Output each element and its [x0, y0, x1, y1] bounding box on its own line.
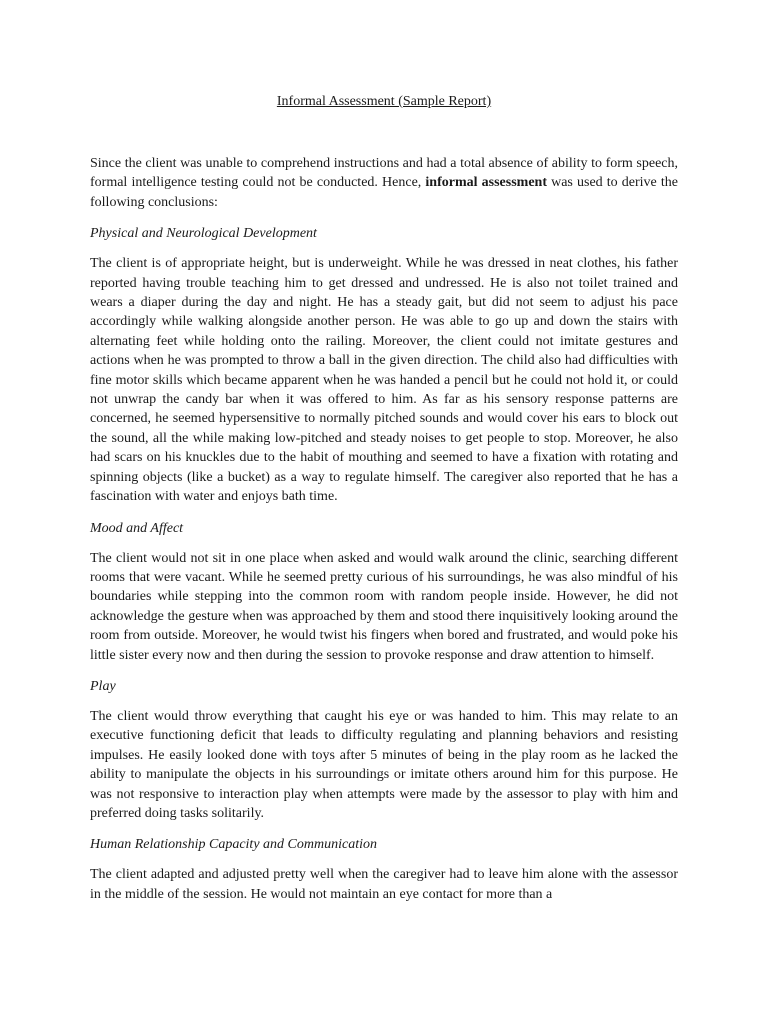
intro-text-after: was used to derive the following conclusions:	[90, 175, 678, 210]
section-body-play: The client would throw everything that caught his eye or was handed to him. This may relate to an executive functioning deficit that leads to difficulty regulating and planning behaviors and resisting impulses. He easily looked done with toys after 5 minutes of being in the play room as he lacked the ability to manipulate the objects in his surroundings or imitate others around him for this purpose. He was not responsive to interaction play when attempts were made by the assessor to play with him and preferred doing tasks solitarily.	[90, 708, 678, 821]
section-body-physical: The client is of appropriate height, but is underweight. While he was dressed in neat clothes, his father reported having trouble teaching him to get dressed and undressed. He is also not toilet trained and wears a diaper during the day and night. He has a steady gait, but did not seem to adjust his pace accordingly while walking alongside another person. He was able to go up and down the stairs with alternating feet while holding onto the railing. Moreover, the client could not imitate gestures and actions when he was prompted to throw a ball in the given direction. The child also had difficulties with fine motor skills which became apparent when he was handed a pencil but he could not hold it, or could not unwrap the candy bar when it was offered to him. As far as his sensory response patterns are concerned, he seemed hypersensitive to normally pitched sounds and would cover his ears to block out the sound, all the while making low-pitched and steady noises to get people to stop. Moreover, he also had scars on his knuckles due to the habit of mouthing and seemed to have a fixation with rotating and spinning objects (like a bucket) as a way to regulate himself. The caregiver also reported that he has a fascination with water and enjoys bath time.	[90, 256, 678, 505]
intro-bold-term: informal assessment	[425, 175, 547, 191]
intro-text-before: Since the client was unable to comprehend instructions and had a total absence of ability to form speech, formal intelligence testing could not be conducted. Hence,	[90, 156, 678, 191]
document-title: Informal Assessment (Sample Report)	[276, 94, 492, 109]
section-heading-physical: Physical and Neurological Development	[90, 226, 317, 242]
section-heading-relationship: Human Relationship Capacity and Communication	[90, 837, 377, 853]
section-body-relationship: The client adapted and adjusted pretty well when the caregiver had to leave him alone with the assessor in the middle of the session. He would not maintain an eye contact for more than a	[90, 867, 678, 902]
intro-paragraph	[90, 154, 678, 212]
section-body-mood: The client would not sit in one place when asked and would walk around the clinic, searching different rooms that were vacant. While he seemed pretty curious of his surroundings, he was also mindful of his boundaries while stepping into the common room with random people inside. However, he did not acknowledge the gesture when was approached by them and stood there inquisitively looking around the room from outside. Moreover, he would twist his fingers when bored and frustrated, and would poke his little sister every now and then during the session to provoke response and draw attention to himself.	[90, 550, 678, 663]
section-heading-play: Play	[90, 678, 116, 694]
section-heading-mood: Mood and Affect	[90, 520, 184, 536]
